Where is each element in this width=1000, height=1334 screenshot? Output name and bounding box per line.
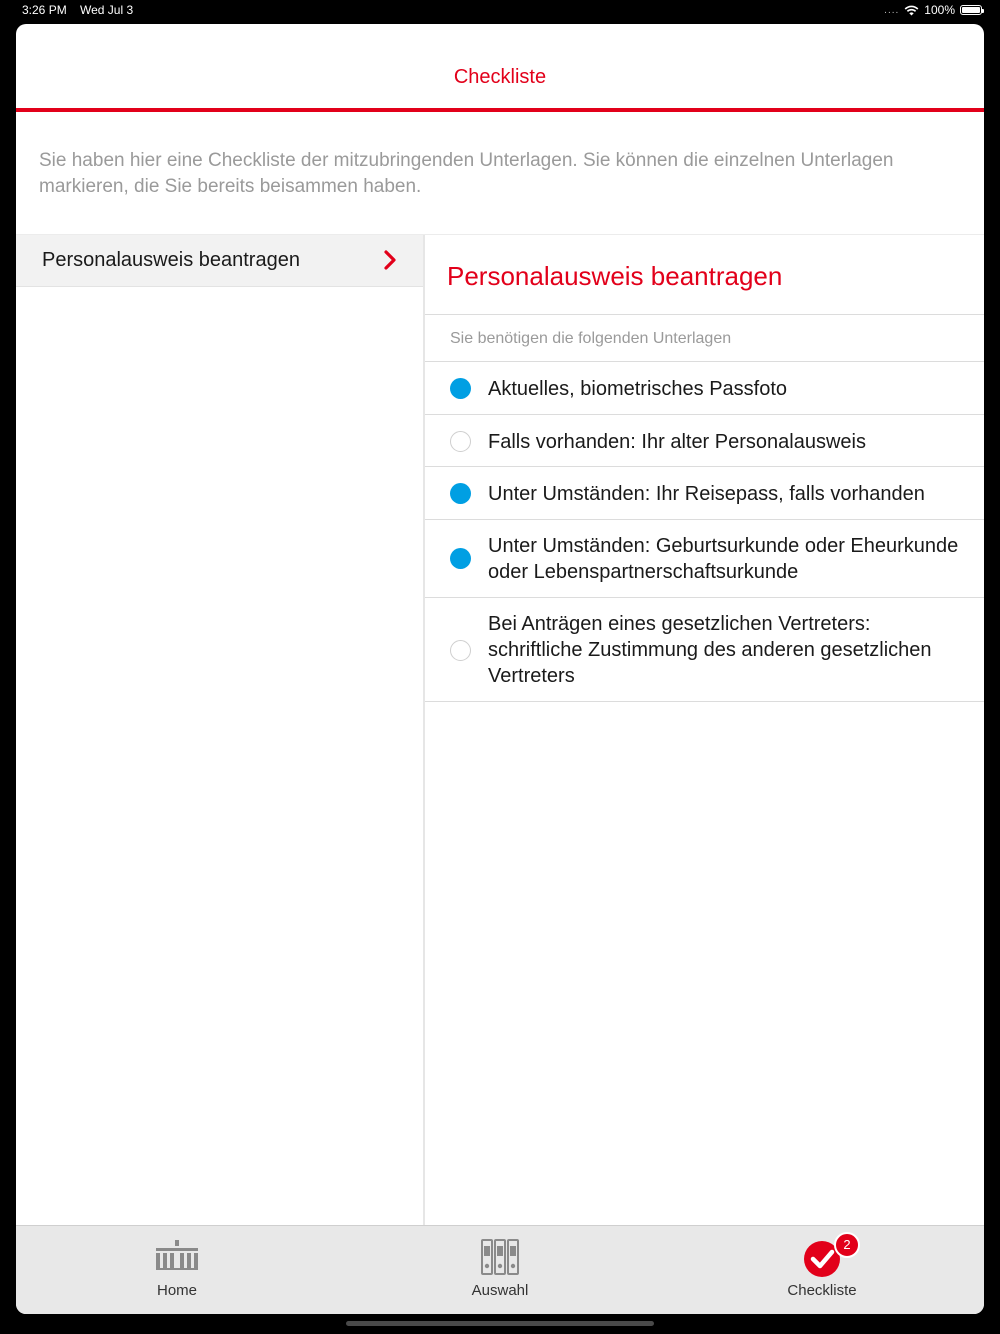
tab-checkliste[interactable] — [742, 1226, 902, 1314]
master-item-label: Personalausweis beantragen — [42, 249, 300, 271]
divider — [425, 314, 984, 315]
checklist-item-text: Unter Umständen: Geburtsurkunde oder Eheurkunde oder Lebenspartnerschaftsurkunde — [488, 535, 959, 583]
tab-auswahl[interactable] — [420, 1226, 580, 1314]
checked-radio-icon[interactable] — [450, 378, 471, 399]
checklist-item-text: Unter Umständen: Ihr Reisepass, falls vorhanden — [488, 483, 925, 505]
master-item-personalausweis[interactable] — [16, 235, 423, 287]
chevron-right-icon — [379, 249, 401, 271]
unchecked-radio-icon[interactable] — [450, 640, 471, 661]
status-right — [884, 3, 982, 17]
binders-icon — [480, 1238, 520, 1276]
home-indicator[interactable] — [346, 1321, 654, 1326]
unchecked-radio-icon[interactable] — [450, 431, 471, 452]
checklist-item[interactable] — [425, 415, 984, 467]
status-time: 3:26 PM — [22, 3, 67, 17]
city-skyline-icon — [154, 1238, 200, 1272]
battery-percent: 100% — [924, 3, 955, 17]
intro-text: Sie haben hier eine Checkliste der mitzubringenden Unterlagen. Sie können die einzelnen Unterlagen markieren, die Sie bereits beisammen haben. — [39, 150, 894, 197]
tab-home[interactable] — [97, 1226, 257, 1314]
status-date: Wed Jul 3 — [80, 3, 134, 17]
signal-dots-icon: .... — [884, 4, 900, 16]
checked-radio-icon[interactable] — [450, 483, 471, 504]
tab-bar — [16, 1225, 984, 1314]
navigation-bar — [16, 24, 984, 112]
notification-badge: 2 — [834, 1232, 860, 1258]
checklist-item[interactable] — [425, 467, 984, 520]
checklist-item[interactable] — [425, 598, 984, 702]
checklist-item[interactable] — [425, 362, 984, 415]
checklist-item-text: Bei Anträgen eines gesetzlichen Vertreters: schriftliche Zustimmung des anderen gesetzlichen Vertreters — [488, 613, 932, 687]
tab-label: Home — [156, 1282, 197, 1299]
detail-title: Personalausweis beantragen — [447, 261, 783, 291]
detail-subtitle: Sie benötigen die folgenden Unterlagen — [450, 330, 732, 347]
tab-label: Checkliste — [787, 1282, 857, 1299]
wifi-icon — [904, 5, 919, 16]
checked-radio-icon[interactable] — [450, 548, 471, 569]
checklist-item-text: Falls vorhanden: Ihr alter Personalausweis — [488, 431, 866, 453]
checklist-item-text: Aktuelles, biometrisches Passfoto — [488, 378, 788, 400]
checklist-item[interactable] — [425, 520, 984, 598]
status-bar — [0, 0, 1000, 22]
tab-label: Auswahl — [471, 1282, 529, 1299]
page-title: Checkliste — [453, 66, 547, 88]
master-list — [16, 235, 423, 1225]
battery-icon — [960, 5, 982, 15]
detail-pane — [425, 235, 984, 1225]
app-window — [16, 24, 984, 1314]
